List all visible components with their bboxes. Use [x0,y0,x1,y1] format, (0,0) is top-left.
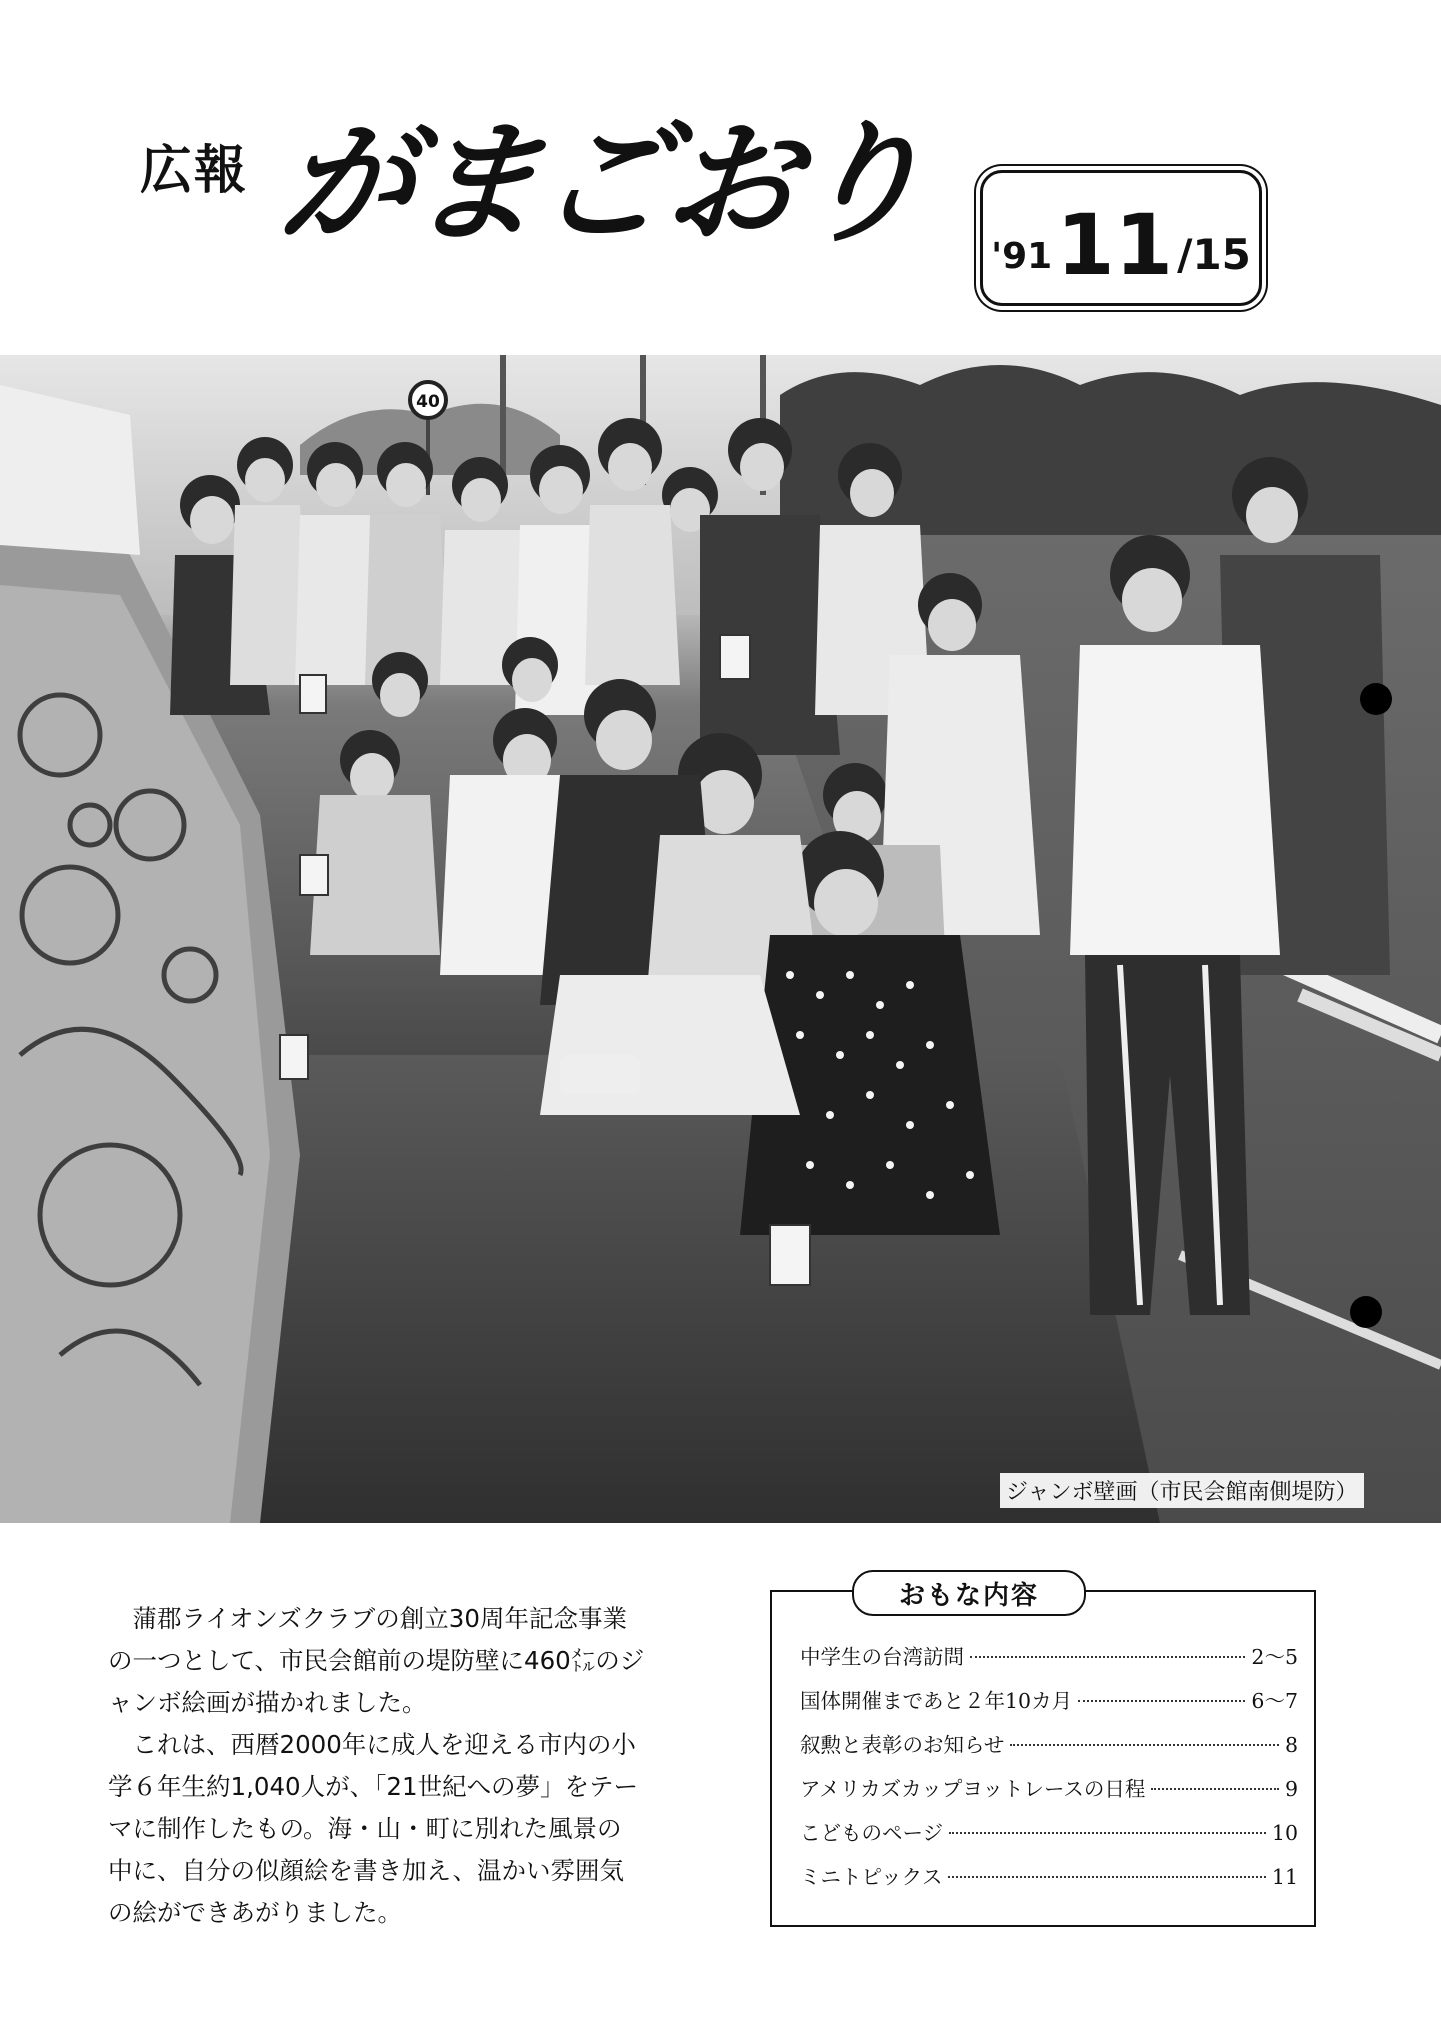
contents-leader-dots [948,1876,1265,1878]
contents-item-title: 叙勲と表彰のお知らせ [800,1733,1005,1757]
issue-day: /15 [1177,230,1251,279]
contents-item-title: アメリカズカップヨットレースの日程 [800,1777,1146,1801]
contents-item-pages: 2〜5 [1251,1645,1298,1669]
contents-leader-dots [1151,1788,1279,1790]
contents-leader-dots [1010,1744,1279,1746]
contents-leader-dots [949,1832,1266,1834]
contents-item-pages: 6〜7 [1251,1689,1298,1713]
contents-item[interactable] [800,1816,1298,1860]
issue-year: '91 [991,236,1053,277]
contents-item-pages: 11 [1271,1865,1298,1889]
masthead-prefix: 広報 [140,141,249,201]
speed-sign-text: 40 [416,392,440,412]
contents-item-title: 中学生の台湾訪問 [800,1645,964,1669]
article-paragraph: 蒲郡ライオンズクラブの創立30周年記念事業の一つとして、市民会館前の堤防壁に460㍍のジャンボ絵画が描かれました。 [108,1604,645,1717]
contents-title: おもな内容 [852,1570,1086,1616]
contents-leader-dots [1078,1700,1245,1702]
cover-photo-illustration [0,355,1441,1523]
cover-photo [0,355,1441,1523]
issue-month: 11 [1056,195,1174,294]
article-paragraph: これは、西暦2000年に成人を迎える市内の小学６年生約1,040人が、「21世紀への夢」をテーマに制作したもの。海・山・町に別れた風景の中に、自分の似顔絵を書き加え、温かい雰囲気の絵ができあがりました。 [108,1730,639,1927]
contents-item-pages: 10 [1271,1821,1298,1845]
punch-hole-mark [1360,683,1392,715]
contents-item-title: ミニトピックス [800,1865,943,1889]
contents-leader-dots [970,1656,1245,1658]
contents-item-pages: 9 [1284,1777,1298,1801]
contents-item[interactable] [800,1728,1298,1772]
article-body [108,1598,646,1934]
photo-caption: ジャンボ壁画（市民会館南側堤防） [1000,1473,1364,1508]
masthead-title-logo: がまごおり [273,107,931,261]
contents-list [800,1640,1298,1904]
contents-item[interactable] [800,1640,1298,1684]
contents-item-pages: 8 [1284,1733,1298,1757]
punch-hole-mark [1350,1296,1382,1328]
contents-item-title: 国体開催まであと２年10カ月 [800,1689,1073,1713]
issue-date-box [980,170,1262,306]
contents-item[interactable] [800,1684,1298,1728]
contents-item-title: こどものページ [800,1821,944,1845]
contents-item[interactable] [800,1772,1298,1816]
contents-item[interactable] [800,1860,1298,1904]
